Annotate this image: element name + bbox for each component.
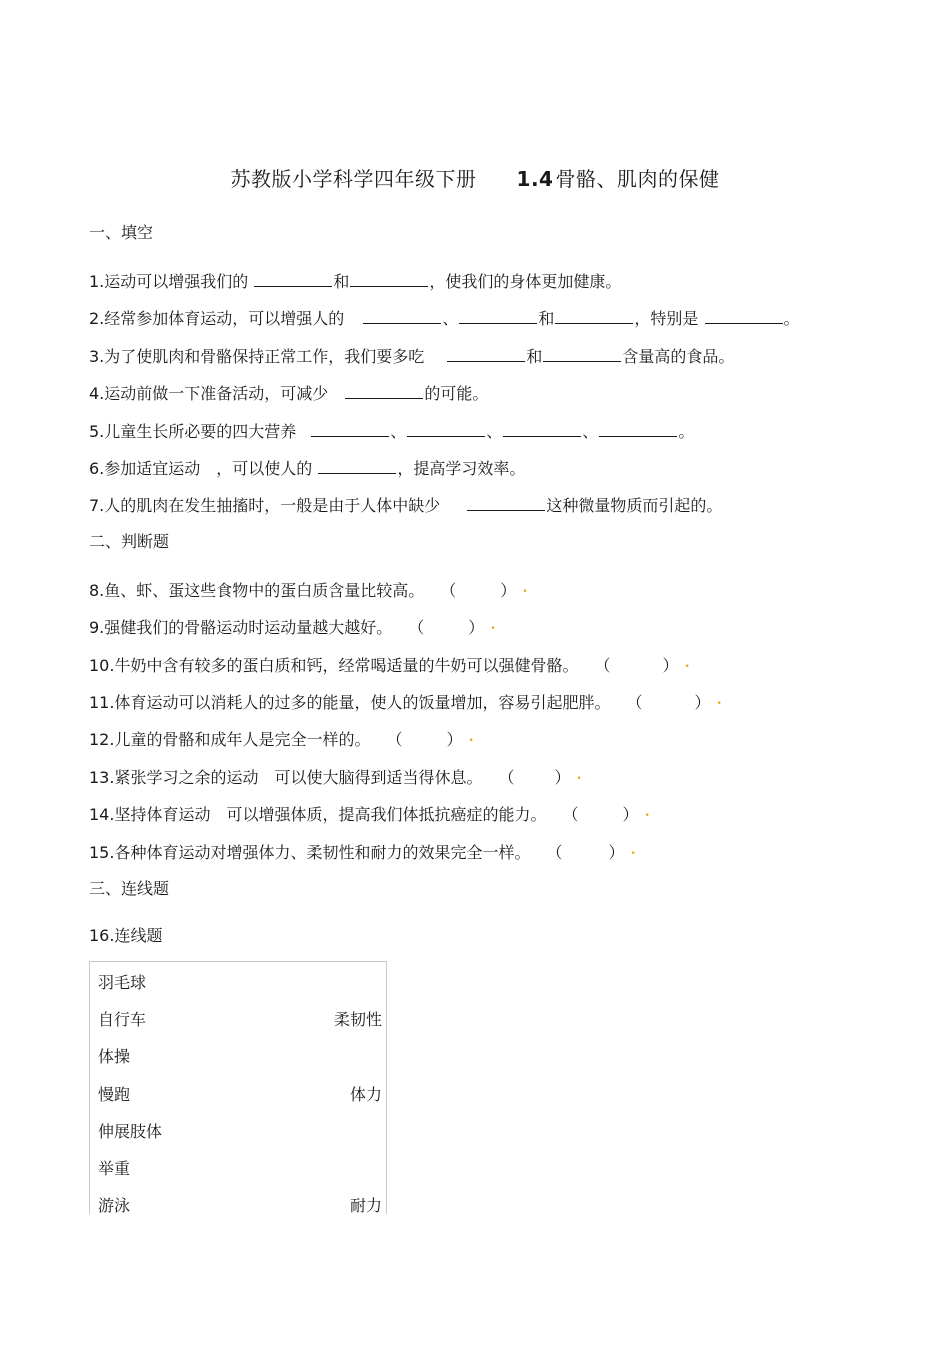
match-row	[98, 1119, 382, 1141]
answer-blank[interactable]	[345, 384, 423, 399]
match-row	[98, 1082, 382, 1104]
answer-blank[interactable]	[350, 272, 428, 287]
section-heading-fill: 一、填空	[89, 223, 154, 242]
answer-blank[interactable]	[447, 347, 525, 362]
answer-parens[interactable]: （ ）	[408, 618, 485, 637]
page-title	[0, 163, 950, 192]
title-number: 1.4	[516, 167, 554, 191]
match-left-item[interactable]: 游泳	[98, 1196, 131, 1215]
question-3: 3.为了使肌肉和骨骼保持正常工作，我们要多吃 和 含量高的食品。	[89, 347, 735, 366]
answer-blank[interactable]	[543, 347, 621, 362]
match-right-item[interactable]: 耐力	[349, 1196, 382, 1215]
match-left-item[interactable]: 自行车	[98, 1010, 147, 1029]
dot-mark: •	[468, 735, 474, 746]
answer-parens[interactable]: （ ）	[546, 843, 625, 862]
answer-parens[interactable]: （ ）	[626, 693, 711, 712]
match-left-item[interactable]: 伸展肢体	[98, 1122, 163, 1141]
dot-mark: •	[644, 810, 650, 821]
question-15: 15.各种体育运动对增强体力、柔韧性和耐力的效果完全一样。 （ ） •	[89, 840, 636, 863]
dot-mark: •	[522, 586, 528, 597]
section-heading-match: 三、连线题	[89, 879, 170, 898]
matching-table	[89, 961, 387, 1214]
match-right-item[interactable]: 体力	[349, 1085, 382, 1104]
title-topic: 骨骼、肌肉的保健	[555, 167, 720, 191]
section-heading-judge: 二、判断题	[89, 532, 170, 551]
dot-mark: •	[630, 848, 636, 859]
answer-parens[interactable]: （ ）	[594, 656, 679, 675]
question-13: 13.紧张学习之余的运动 可以使大脑得到适当得休息。 （ ） •	[89, 765, 582, 788]
match-row	[98, 1193, 382, 1215]
question-6: 6.参加适宜运动 ，可以使人的 ，提高学习效率。	[89, 459, 526, 478]
dot-mark: •	[716, 698, 722, 709]
question-1: 1.运动可以增强我们的 和 ，使我们的身体更加健康。	[89, 272, 622, 291]
dot-mark: •	[490, 623, 496, 634]
dot-mark: •	[684, 661, 690, 672]
answer-blank[interactable]	[705, 309, 783, 324]
match-left-item[interactable]: 举重	[98, 1159, 131, 1178]
answer-parens[interactable]: （ ）	[562, 805, 639, 824]
match-row	[98, 1007, 382, 1029]
dot-mark: •	[576, 773, 582, 784]
question-12: 12.儿童的骨骼和成年人是完全一样的。 （ ） •	[89, 727, 474, 750]
answer-blank[interactable]	[311, 422, 389, 437]
answer-blank[interactable]	[363, 309, 441, 324]
question-14: 14.坚持体育运动 可以增强体质，提高我们体抵抗癌症的能力。 （ ） •	[89, 802, 650, 825]
match-left-item[interactable]: 体操	[98, 1047, 131, 1066]
answer-blank[interactable]	[318, 459, 396, 474]
answer-blank[interactable]	[467, 496, 545, 511]
title-prefix: 苏教版小学科学四年级下册	[230, 167, 477, 191]
answer-parens[interactable]: （ ）	[386, 730, 463, 749]
question-10: 10.牛奶中含有较多的蛋白质和钙，经常喝适量的牛奶可以强健骨骼。 （ ） •	[89, 653, 690, 676]
question-5: 5.儿童生长所必要的四大营养 、 、 、 。	[89, 422, 695, 441]
answer-blank[interactable]	[599, 422, 677, 437]
match-row	[98, 1156, 382, 1178]
answer-blank[interactable]	[555, 309, 633, 324]
match-left-item[interactable]: 慢跑	[98, 1085, 131, 1104]
answer-parens[interactable]: （ ）	[498, 768, 571, 787]
question-16-label: 16.连线题	[89, 926, 163, 945]
question-2: 2.经常参加体育运动，可以增强人的 、 和 ，特别是 。	[89, 309, 800, 328]
answer-blank[interactable]	[407, 422, 485, 437]
match-right-item[interactable]: 柔韧性	[333, 1010, 382, 1029]
answer-blank[interactable]	[459, 309, 537, 324]
question-8: 8.鱼、虾、蛋这些食物中的蛋白质含量比较高。 （ ） •	[89, 578, 528, 601]
question-11: 11.体育运动可以消耗人的过多的能量，使人的饭量增加，容易引起肥胖。 （ ） •	[89, 690, 722, 713]
match-row	[98, 970, 382, 992]
question-7: 7.人的肌肉在发生抽搐时，一般是由于人体中缺少 这种微量物质而引起的。	[89, 496, 723, 515]
match-left-item[interactable]: 羽毛球	[98, 973, 147, 992]
answer-parens[interactable]: （ ）	[440, 581, 517, 600]
question-4: 4.运动前做一下准备活动，可减少 的可能。	[89, 384, 489, 403]
match-row	[98, 1044, 382, 1066]
answer-blank[interactable]	[254, 272, 332, 287]
answer-blank[interactable]	[503, 422, 581, 437]
question-9: 9.强健我们的骨骼运动时运动量越大越好。 （ ） •	[89, 615, 496, 638]
